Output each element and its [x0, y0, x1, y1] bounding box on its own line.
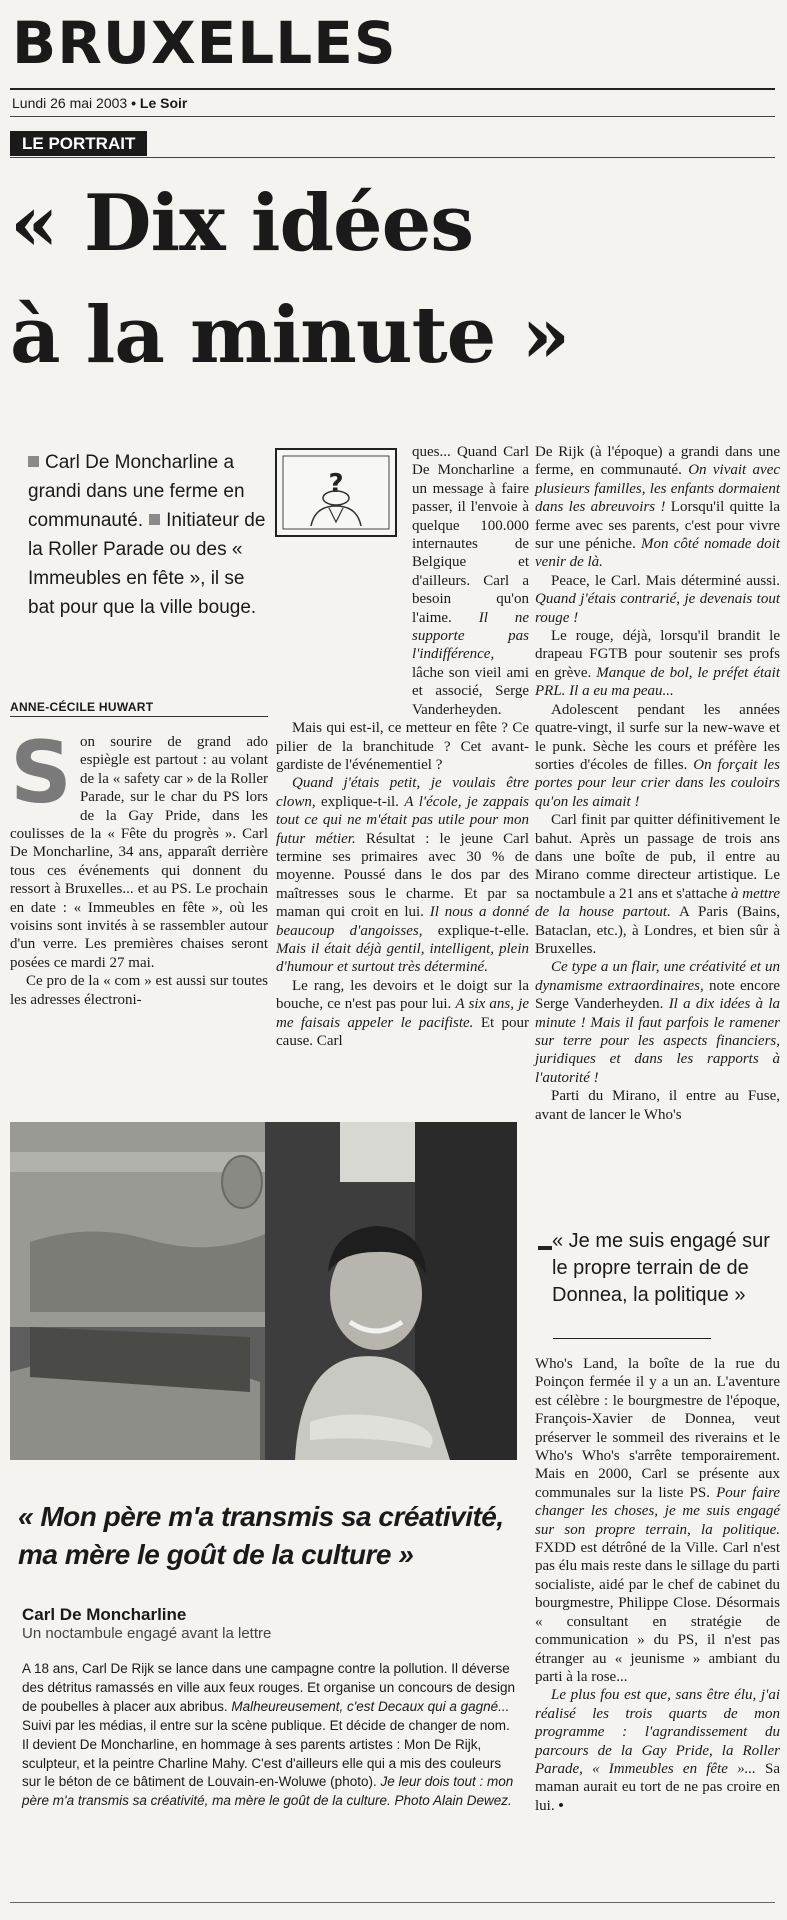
photo-quote: « Mon père m'a transmis sa créativité, ma mère le goût de la culture »	[18, 1501, 504, 1570]
text: A Paris (Bains, Bataclan, etc.), à Londres, et bien sûr à Bruxelles.	[535, 904, 780, 957]
text: Mais qui est-il, ce metteur en fête ? Ce pilier de la branchitude ? Cet avant-gardiste de l'événementiel ?	[276, 720, 529, 773]
quote-text: Pour faire changer les choses, je me suis engagé sur son propre terrain, la politique.	[535, 1484, 781, 1538]
paragraph	[276, 977, 529, 1051]
quote-text: Quand j'étais contrarié, je devenais tout rouge !	[535, 591, 780, 626]
paragraph	[10, 972, 268, 1009]
quote-text: Je leur dois tout : mon père m'a transmis sa créativité, ma mère le goût de la culture. Photo Alain Dewez.	[22, 1774, 514, 1809]
text: FXDD est détrôné de la Ville. Carl n'est pas élu mais reste dans le sillage du parti socialiste, aidé par le chef de cabinet du bourgmestre, Philippe Close. Désormais « consultant en stratégie de communication » du PS, il n'est pas étranger au « jeunisme » ambiant du parti à la rose...	[535, 1540, 780, 1685]
quote-text: Il nous a donné beaucoup d'angoisses,	[276, 904, 529, 939]
pull-quote: « Je me suis engagé sur le propre terrain de de Donnea, la politique »	[552, 1230, 770, 1306]
text: Ce pro de la « com » est aussi sur toutes les adresses électroni-	[10, 973, 268, 1008]
paragraph	[535, 811, 780, 958]
paragraph	[535, 1087, 780, 1124]
quote-text: Mon côté nomade doit venir de là.	[535, 536, 780, 571]
footer-rule	[10, 1902, 775, 1903]
text: De Rijk (à l'époque) a grandi dans une ferme, en communauté.	[535, 444, 780, 479]
byline-rule	[10, 716, 268, 717]
article-column-4	[535, 1355, 780, 1815]
section-title: BRUXELLES	[12, 9, 397, 77]
text: Carl finit par quitter définitivement le bahut. Après un passage de trois ans dans une boîte de pub, il entre au Mirano comme directeur artistique. Le noctambule a 21 ans et s'attache	[535, 812, 780, 902]
lead-paragraph	[28, 448, 268, 622]
kicker-label: LE PORTRAIT	[10, 131, 147, 156]
quote-text: On vivait avec plusieurs familles, les enfants dormaient dans les abreuvoirs !	[535, 462, 781, 516]
text: Peace, le Carl. Mais déterminé aussi.	[551, 572, 780, 589]
kicker-rule	[10, 157, 775, 158]
byline: ANNE-CÉCILE HUWART	[10, 700, 154, 714]
end-mark: •	[558, 1797, 564, 1814]
text: Le rang, les devoirs et le doigt sur la bouche, ce n'est pas pour lui.	[276, 977, 529, 1013]
paragraph	[535, 1355, 780, 1686]
quote-text: Il a dix idées à la minute ! Mais il faut parfois le ramener sur terre pour les aspects financiers, juridiques et dans les rapports à l'autorité !	[535, 996, 780, 1086]
text: note encore Serge Vanderheyden.	[535, 977, 780, 1013]
paragraph	[535, 627, 780, 701]
quote-text: Manque de bol, le préfet était PRL. Il a eu ma peau...	[535, 664, 781, 700]
svg-text:?: ?	[328, 469, 344, 499]
text: Suivi par les médias, il entre sur la scène publique. Et décide de changer de nom. Il devient De Moncharline, en hommage à ses parents artistes : Mon De Rijk, sculpteur, et la peintre Charline Mahy. C'est d'ailleurs elle qui a mis des couleurs sur le béton de ce bâtiment de Louvain-en-Woluwe (photo).	[22, 1717, 510, 1790]
quote-text: On forçait les portes pour leur crier dans les couloirs qu'on les aimait !	[535, 756, 780, 810]
text: ques... Quand Carl De Moncharline a un message à faire passer, il l'envoie à quelque 100.000 internautes de Belgique et d'ailleurs. Carl a besoin qu'on l'aime.	[412, 444, 529, 626]
issue-date: Lundi 26 mai 2003	[12, 95, 128, 111]
drop-cap: S	[10, 723, 72, 823]
paragraph	[535, 701, 780, 811]
pullquote-dash	[538, 1246, 552, 1250]
pullquote-rule	[553, 1338, 711, 1339]
text: Parti du Mirano, il entre au Fuse, avant de lancer le Who's	[535, 1088, 780, 1123]
paragraph	[276, 774, 529, 976]
dateline-rule	[10, 116, 775, 117]
text: Résultat : le jeune Carl termine ses primaires avec 30 % de moyenne. Poussé dans le dos par des maîtresses sous le charme. Et par sa maman qui croit en lui.	[276, 830, 529, 921]
caption-subtitle: Un noctambule engagé avant la lettre	[22, 1625, 272, 1642]
quote-text: Le plus fou est que, sans être élu, j'ai réalisé les trois quarts de mon programme : l'agrandissement du parcours de la Gay Pride, la Roller Parade, « Immeubles en fête »...	[535, 1687, 780, 1777]
quote-text: Malheureusement, c'est Decaux qui a gagné...	[231, 1698, 510, 1714]
article-column-1	[10, 723, 268, 1009]
article-column-2	[276, 443, 529, 1050]
text: Et pour cause. Carl	[276, 1014, 530, 1049]
paragraph	[535, 958, 780, 1087]
paragraph	[535, 1686, 780, 1815]
headline	[10, 168, 780, 392]
bullet-square-icon	[149, 514, 160, 525]
text: on sourire de grand ado espiègle est partout : au volant de la « safety car » de la Roller Parade, sur le char du PS lors de la Gay Pride, dans les coulisses de la « Fête du progrès ». Carl De Moncharline, 34 ans, apparaît derrière tous ces événements qui donnent du ressort à Bruxelles... et au PS. Le prochain en date : « Immeubles en fête », où les voisins sont invités à se rassembler autour d'un verre. Les premières chaises seront posées ce mardi 27 mai.	[10, 734, 268, 971]
quote-text: A l'école, je zappais tout ce qui ne m'était pas utile pour mon futur métier.	[276, 793, 530, 847]
article-column-3	[535, 443, 780, 1124]
caption-body	[22, 1660, 520, 1811]
text: explique-t-elle.	[437, 922, 529, 939]
quote-text: à mettre de la house partout.	[535, 885, 781, 921]
quote-text: Il ne supporte pas l'indifférence,	[412, 609, 529, 663]
paragraph	[276, 719, 529, 774]
header-rule	[10, 88, 775, 90]
lead-part-1: Carl De Moncharline a grandi dans une ferme en communauté.	[28, 452, 245, 531]
quote-text: A six ans, je me faisais appeler le pacifiste.	[276, 996, 530, 1031]
dateline-separator: •	[131, 95, 136, 111]
dateline	[12, 95, 187, 111]
bullet-square-icon	[28, 456, 39, 467]
quote-text: Quand j'étais petit, je voulais être clown,	[276, 775, 529, 810]
headline-line-1: « Dix idées	[10, 178, 474, 269]
quote-text: Mais il était déjà gentil, intelligent, plein d'humour et surtout très déterminé.	[276, 940, 529, 976]
text: Adolescent pendant les années quatre-vingt, il surfe sur la new-wave et le punk. Sèche les cours et préfère les sorties d'écoles de filles.	[535, 701, 780, 773]
text: Le rouge, déjà, lorsqu'il brandit le drapeau FGTB pour soutenir ses profs en grève.	[535, 628, 780, 681]
text: Who's Land, la boîte de la rue du Poinçon fermée il y a un an. L'aventure est célèbre : le bourgmestre de l'époque, François-Xavier de Donnea, veut préserver le sommeil des riverains et le Who's Who's s'arrête temporairement. Mais en 2000, Carl se présente aux communales sur la liste PS.	[535, 1356, 780, 1501]
text: A 18 ans, Carl De Rijk se lance dans une campagne contre la pollution. Il déverse des détritus ramassés en ville aux feux rouges. Et organise un concours de design de poubelles à placer aux abribus.	[22, 1661, 516, 1714]
text: Sa maman aurait eu tort de ne pas croire en lui.	[535, 1760, 781, 1814]
caption-name: Carl De Moncharline	[22, 1605, 187, 1624]
text: Lorsqu'il quitte la ferme avec ses parents, c'est pour vivre sur une péniche.	[535, 499, 780, 553]
quote-text: Ce type a un flair, une créativité et un dynamisme extraordinaires,	[535, 959, 780, 994]
text: lâche son vieil ami et associé, Serge Vanderheyden.	[412, 664, 529, 718]
portrait-photo	[10, 1122, 517, 1460]
paragraph	[535, 572, 780, 627]
lead-part-2: Initiateur de la Roller Parade ou des « Immeubles en fête », il se bat pour que la ville bouge.	[28, 510, 266, 618]
paragraph	[535, 443, 780, 572]
headline-line-2: à la minute »	[10, 290, 570, 381]
paragraph	[412, 443, 529, 719]
text: explique-t-il.	[321, 793, 399, 810]
newspaper-name: Le Soir	[139, 95, 188, 111]
